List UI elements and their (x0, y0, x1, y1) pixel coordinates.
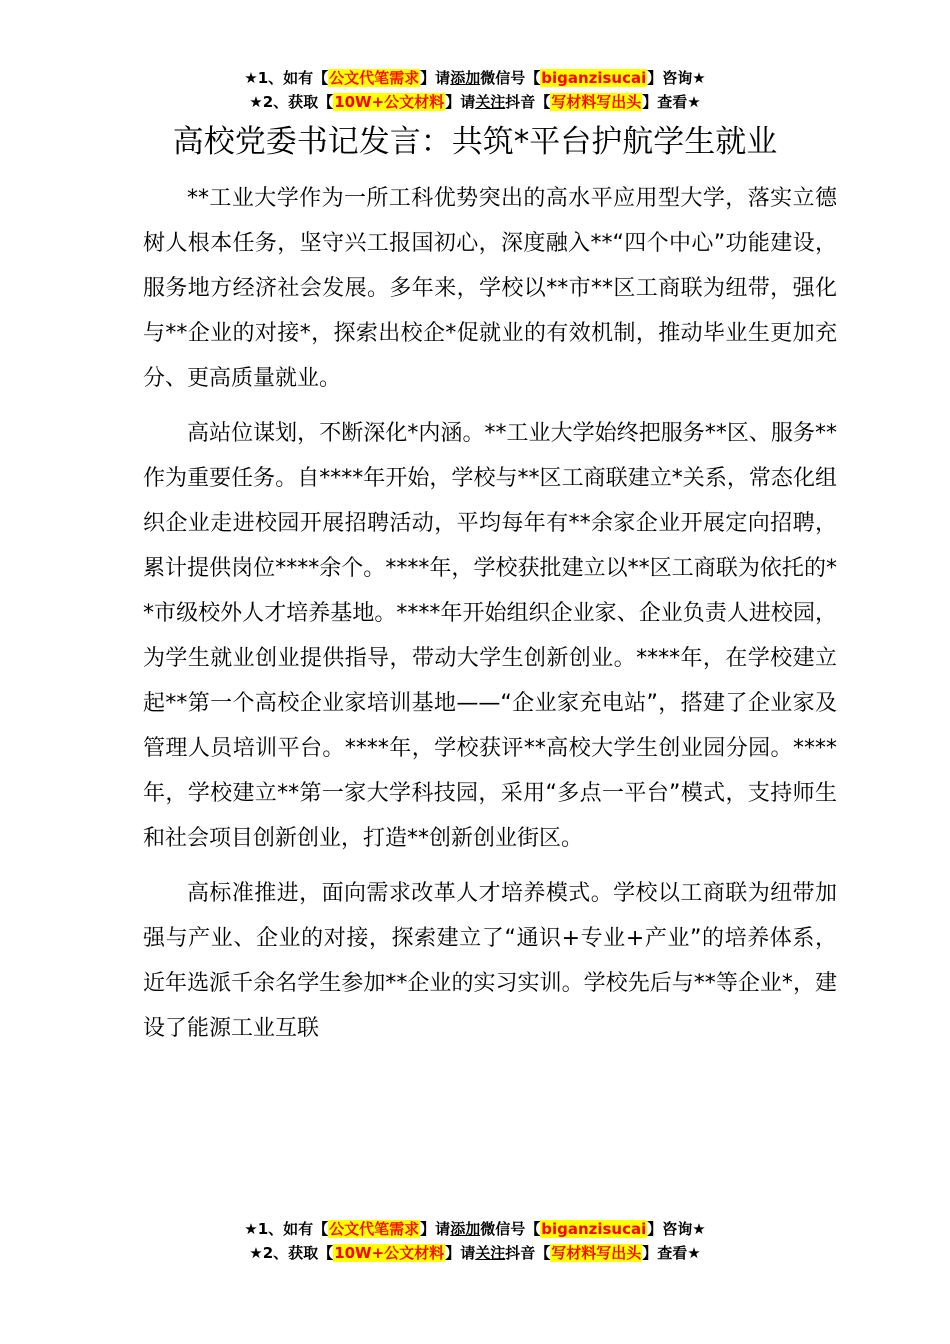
document-title: 高校党委书记发言：共筑*平台护航学生就业 (172, 124, 778, 160)
promo-line-2: ★2、获取【10W+公文材料】请关注抖音【写材料写出头】查看★ (249, 93, 701, 111)
promo-line-1: ★1、如有【公文代笔需求】请添加微信号【biganzisucai】咨询★ (244, 1220, 706, 1238)
promo-line-1: ★1、如有【公文代笔需求】请添加微信号【biganzisucai】咨询★ (244, 69, 706, 87)
underlined-follow: 关注 (475, 93, 506, 111)
underlined-follow: 关注 (475, 1244, 506, 1262)
highlight-materials: 10W+公文材料 (334, 93, 445, 111)
highlight-wechat-id: biganzisucai (541, 69, 647, 87)
promo-banner-top (0, 66, 950, 114)
paragraph-2: 高站位谋划，不断深化*内涵。**工业大学始终把服务**区、服务**作为重要任务。自****年开始，学校与**区工商联建立*关系，常态化组织企业走进校园开展招聘活动，平均每年有**余家企业开展定向招聘，累计提供岗位****余个。****年，学校获批建立以**区工商联为依托的**市级校外人才培养基地。****年开始组织企业家、企业负责人进校园，为学生就业创业提供指导，带动大学生创新创业。****年，在学校建立起**第一个高校企业家培训基地——“企业家充电站”，搭建了企业家及管理人员培训平台。****年，学校获评**高校大学生创业园分园。****年，学校建立**第一家大学科技园，采用“多点一平台”模式，支持师生和社会项目创新创业，打造**创新创业街区。 (143, 421, 837, 851)
paragraph-1: **工业大学作为一所工科优势突出的高水平应用型大学，落实立德树人根本任务，坚守兴工报国初心，深度融入**“四个中心”功能建设，服务地方经济社会发展。多年来，学校以**市**区工商联为纽带，强化与**企业的对接*，探索出校企*促就业的有效机制，推动毕业生更加充分、更高质量就业。 (143, 186, 837, 391)
highlight-wechat-id: biganzisucai (541, 1220, 647, 1238)
promo-line-2: ★2、获取【10W+公文材料】请关注抖音【写材料写出头】查看★ (249, 1244, 701, 1262)
highlight-service: 公文代笔需求 (329, 69, 420, 87)
underlined-add: 添加 (450, 69, 481, 87)
highlight-materials: 10W+公文材料 (334, 1244, 445, 1262)
underlined-add: 添加 (450, 1220, 481, 1238)
highlight-douyin: 写材料写出头 (551, 1244, 642, 1262)
highlight-douyin: 写材料写出头 (551, 93, 642, 111)
promo-banner-bottom (0, 1217, 950, 1265)
highlight-service: 公文代笔需求 (329, 1220, 420, 1238)
paragraph-3: 高标准推进，面向需求改革人才培养模式。学校以工商联为纽带加强与产业、企业的对接，探索建立了“通识+专业+产业”的培养体系，近年选派千余名学生参加**企业的实习实训。学校先后与**等企业*，建设了能源工业互联 (143, 881, 837, 1041)
document-body (143, 176, 837, 1061)
